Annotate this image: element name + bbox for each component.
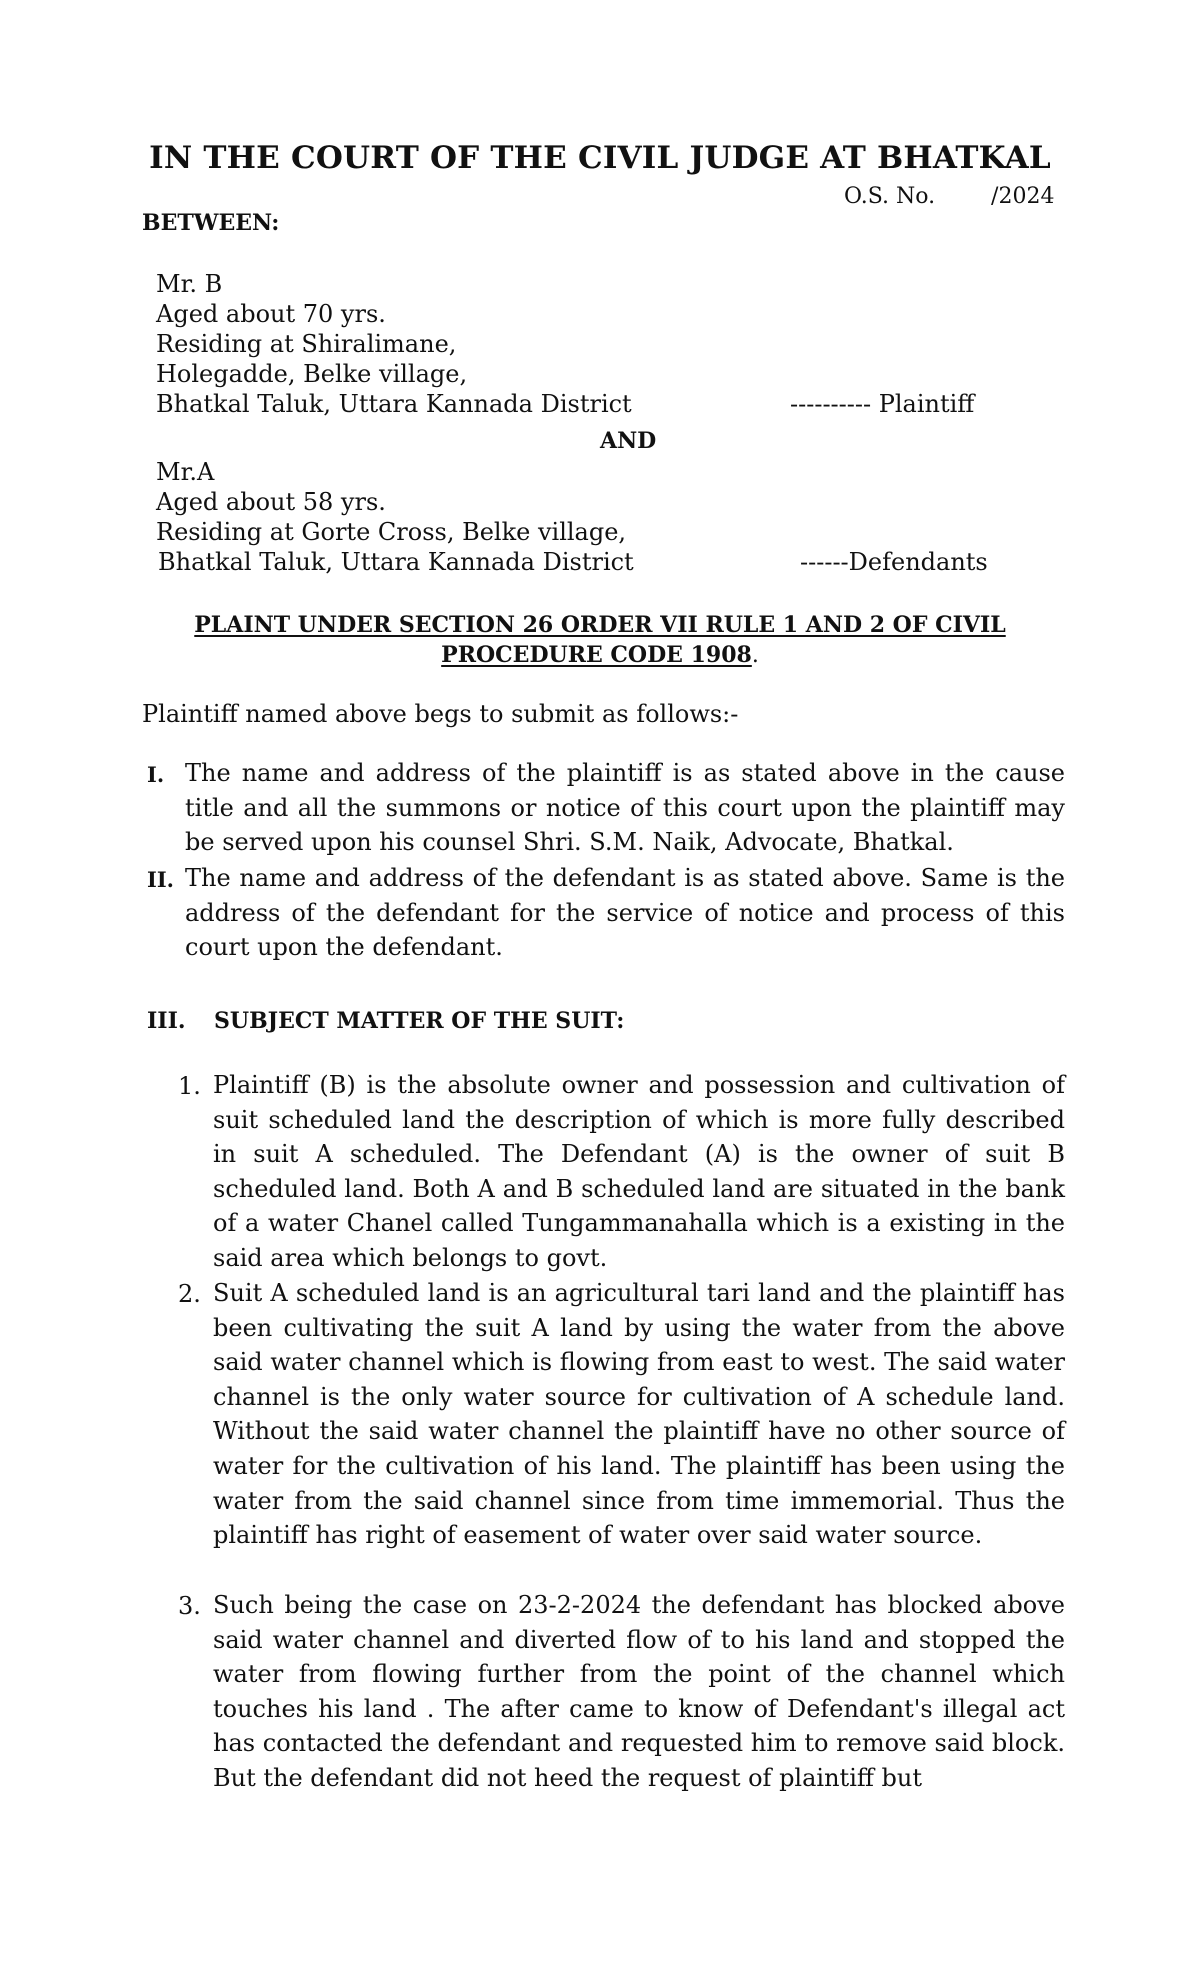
plaintiff-address-line: Residing at Shiralimane, — [156, 330, 457, 358]
intro-text: Plaintiff named above begs to submit as follows:- — [142, 700, 739, 728]
plaintiff-address-line: Bhatkal Taluk, Uttara Kannada District — [156, 390, 632, 418]
plaintiff-name: Mr. B — [156, 270, 223, 298]
plaintiff-age: Aged about 70 yrs. — [156, 300, 386, 328]
defendant-address-line: Bhatkal Taluk, Uttara Kannada District — [158, 548, 634, 576]
defendant-age: Aged about 58 yrs. — [156, 488, 386, 516]
section-marker: III. — [147, 1008, 186, 1034]
numbered-paragraph: Such being the case on 23-2-2024 the defendant has blocked above said water channel and diverted flow of to his land and stopped the water from flowing further from the point of the channel which touches his land . The after came to know of Defendant's illegal act has contacted the defendant and requested him to remove said block. But the defendant did not heed the request of plaintiff but — [213, 1591, 1065, 1792]
plaintiff-role-label: ---------- Plaintiff — [790, 390, 975, 418]
and-separator: AND — [600, 428, 657, 454]
section-heading: SUBJECT MATTER OF THE SUIT: — [214, 1008, 625, 1034]
defendant-name: Mr.A — [156, 458, 215, 486]
numbered-paragraph-marker: 1. — [178, 1072, 201, 1100]
plaint-title-line-1: PLAINT UNDER SECTION 26 ORDER VII RULE 1 AND 2 OF CIVIL — [194, 612, 1006, 638]
defendant-address-line: Residing at Gorte Cross, Belke village, — [156, 518, 627, 546]
plaint-title-line-2-wrap — [0, 642, 1200, 668]
numbered-paragraph-marker: 3. — [178, 1592, 201, 1620]
case-number: O.S. No. /2024 — [844, 184, 1055, 209]
plaintiff-address-line: Holegadde, Belke village, — [156, 360, 468, 388]
numbered-paragraph-marker: 2. — [178, 1280, 201, 1308]
paragraph-one: The name and address of the plaintiff is as stated above in the cause title and all the summons or notice of this court upon the plaintiff may be served upon his counsel Shri. S.M. Naik, Advocate, Bhatkal. — [185, 759, 1065, 857]
between-label: BETWEEN: — [142, 210, 280, 236]
plaint-title-period: . — [751, 643, 759, 668]
paragraph-marker: I. — [147, 762, 165, 787]
numbered-paragraph: Suit A scheduled land is an agricultural tari land and the plaintiff has been cultivating the suit A land by using the water from the above said water channel which is flowing from east to west. The said water channel is the only water source for cultivation of A schedule land. Without the said water channel the plaintiff have no other source of water for the cultivation of his land. The plaintiff has been using the water from the said channel since from time immemorial. Thus the plaintiff has right of easement of water over said water source. — [213, 1279, 1065, 1550]
court-title: IN THE COURT OF THE CIVIL JUDGE AT BHATKAL — [149, 140, 1051, 176]
numbered-paragraph: Plaintiff (B) is the absolute owner and possession and cultivation of suit scheduled land the description of which is more fully described in suit A scheduled. The Defendant (A) is the owner of suit B scheduled land. Both A and B scheduled land are situated in the bank of a water Chanel called Tungammanahalla which is a existing in the said area which belongs to govt. — [213, 1071, 1065, 1272]
paragraph-two: The name and address of the defendant is as stated above. Same is the address of the defendant for the service of notice and process of this court upon the defendant. — [185, 864, 1065, 962]
plaint-title-line-2: PROCEDURE CODE 1908 — [441, 642, 752, 668]
defendant-role-label: ------Defendants — [800, 548, 988, 576]
paragraph-marker: II. — [147, 867, 174, 892]
